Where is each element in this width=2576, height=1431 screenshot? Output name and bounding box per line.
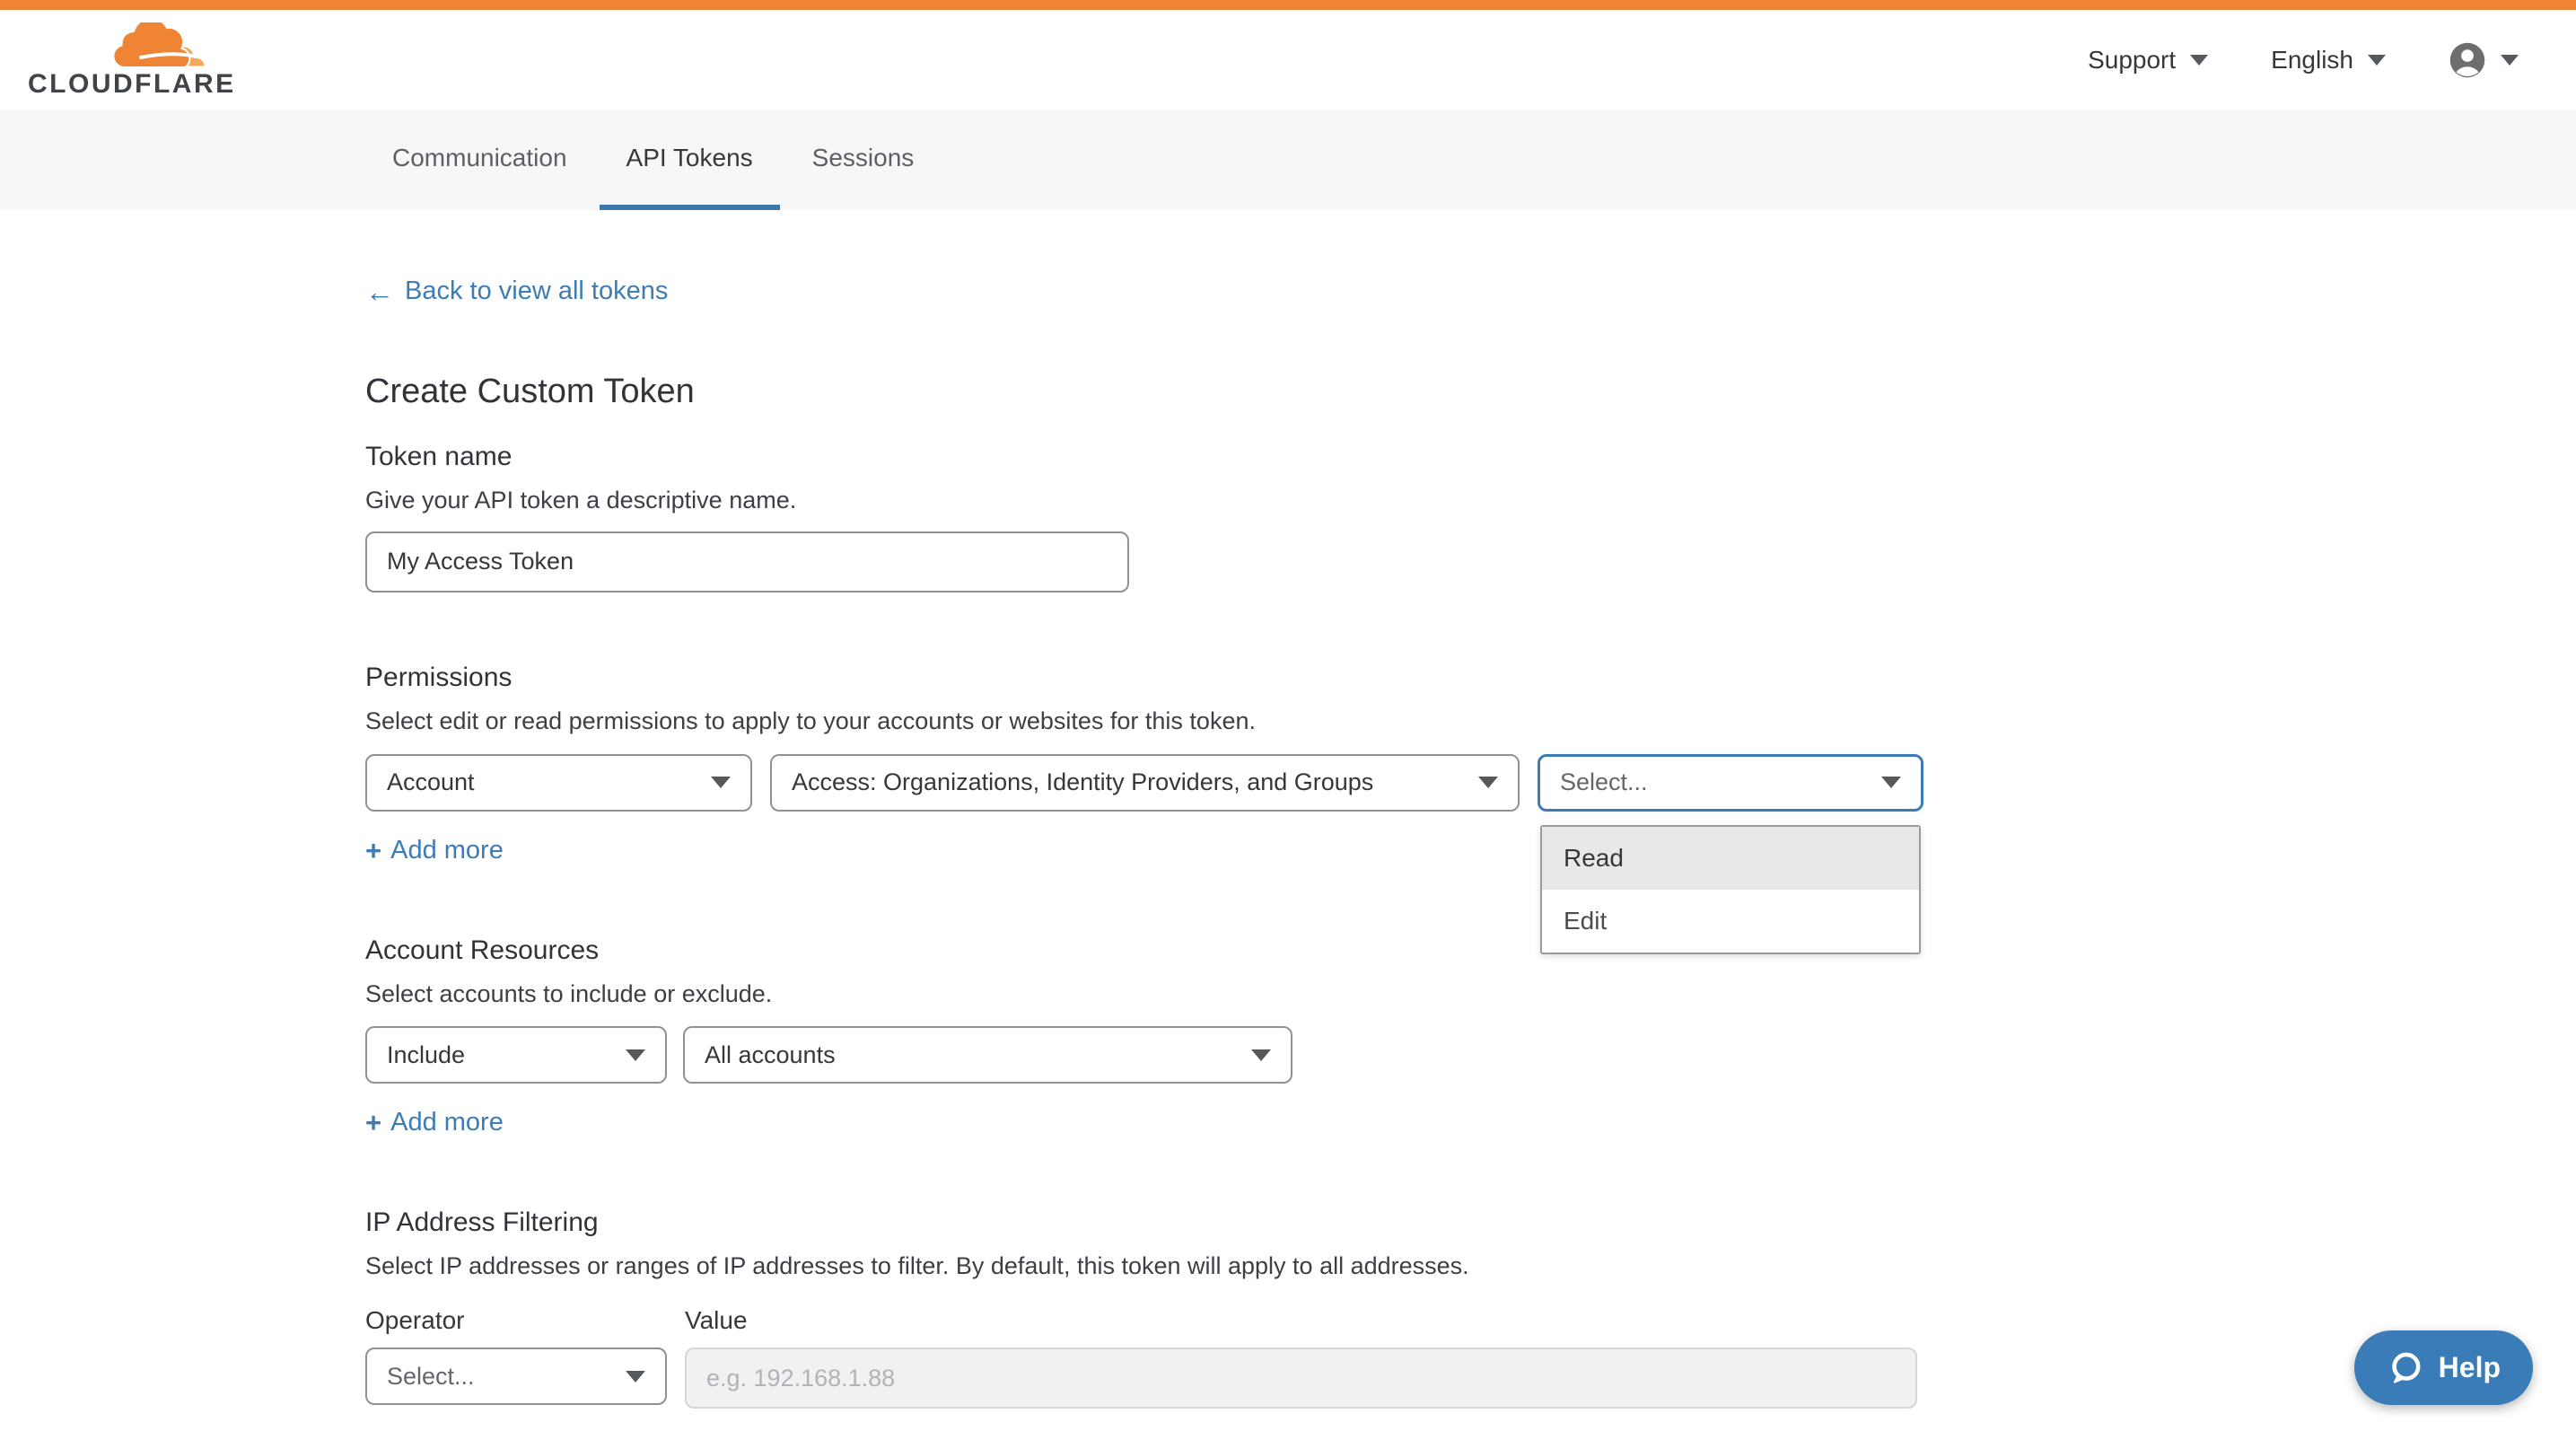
language-menu-label: English [2271, 46, 2353, 74]
permission-access-select[interactable] [1538, 754, 1923, 935]
tab-communication[interactable] [365, 110, 594, 210]
permission-access-menu [1540, 825, 1921, 954]
ip-operator-select[interactable] [365, 1348, 667, 1405]
account-resources-section [365, 935, 2298, 1138]
page-title: Create Custom Token [365, 373, 695, 410]
token-name-heading: Token name [365, 442, 513, 471]
support-menu[interactable] [2088, 46, 2208, 75]
chevron-down-icon [2501, 55, 2519, 66]
back-link-label: Back to view all tokens [405, 277, 669, 305]
cloudflare-cloud-icon [114, 22, 207, 69]
menu-item-read-label: Read [1564, 843, 1624, 872]
back-link[interactable] [365, 277, 668, 306]
tab-communication-label: Communication [392, 143, 567, 171]
chevron-down-icon [2368, 55, 2386, 66]
operator-label: Operator [365, 1306, 465, 1334]
permission-access-placeholder: Select... [1560, 768, 1648, 795]
value-label: Value [685, 1306, 748, 1334]
menu-item-read[interactable] [1542, 827, 1919, 890]
tab-api-tokens-label: API Tokens [626, 143, 753, 171]
permissions-section [365, 662, 2298, 935]
menu-item-edit[interactable] [1542, 890, 1919, 953]
cloudflare-logo[interactable] [28, 22, 236, 99]
help-button-label: Help [2438, 1351, 2501, 1383]
accent-bar [0, 0, 2576, 10]
resource-accounts-select[interactable] [683, 1026, 1292, 1084]
support-menu-label: Support [2088, 46, 2177, 74]
tab-sessions[interactable] [785, 110, 942, 210]
token-name-input[interactable] [365, 531, 1129, 593]
tab-api-tokens[interactable] [600, 110, 780, 210]
chevron-down-icon [626, 1371, 645, 1383]
tab-bar [0, 110, 2576, 210]
permissions-description: Select edit or read permissions to apply to your accounts or websites for this token. [365, 707, 1256, 734]
language-menu[interactable] [2271, 46, 2386, 75]
resource-mode-value: Include [387, 1040, 466, 1068]
tab-sessions-label: Sessions [811, 143, 915, 171]
ip-filtering-heading: IP Address Filtering [365, 1207, 599, 1238]
cloudflare-wordmark: CLOUDFLARE [28, 69, 236, 99]
resource-accounts-value: All accounts [705, 1040, 836, 1068]
chevron-down-icon [2190, 55, 2208, 66]
account-resources-heading: Account Resources [365, 935, 600, 965]
permission-scope-select[interactable] [365, 754, 752, 812]
permissions-add-more-link[interactable] [365, 836, 504, 865]
menu-item-edit-label: Edit [1564, 906, 1608, 935]
permissions-heading: Permissions [365, 662, 513, 692]
plus-icon: + [365, 1107, 382, 1139]
chevron-down-icon [711, 777, 731, 788]
ip-value-input[interactable] [685, 1348, 1917, 1409]
user-avatar-icon [2449, 41, 2486, 79]
chevron-down-icon [1251, 1049, 1271, 1061]
ip-filtering-section [365, 1207, 2298, 1409]
help-button[interactable] [2354, 1330, 2533, 1405]
ip-filtering-description: Select IP addresses or ranges of IP addresses to filter. By default, this token will apply to all addresses. [365, 1252, 1469, 1280]
chevron-down-icon [626, 1049, 645, 1061]
chevron-down-icon [1881, 777, 1901, 788]
back-arrow-icon: ← [365, 275, 394, 308]
resource-mode-select[interactable] [365, 1026, 667, 1084]
account-menu[interactable] [2449, 41, 2519, 79]
account-resources-add-more-link[interactable] [365, 1108, 504, 1137]
main-content [0, 210, 2298, 1409]
permission-group-value: Access: Organizations, Identity Providers, and Groups [792, 768, 1374, 795]
token-name-description: Give your API token a descriptive name. [365, 487, 797, 514]
token-name-section [365, 442, 2298, 593]
chat-bubble-icon [2387, 1349, 2424, 1387]
account-resources-description: Select accounts to include or exclude. [365, 979, 773, 1007]
ip-operator-placeholder: Select... [387, 1362, 475, 1390]
plus-icon: + [365, 834, 382, 866]
permission-scope-value: Account [387, 768, 475, 795]
permissions-add-more-label: Add more [390, 835, 504, 865]
app-header [0, 10, 2576, 110]
account-resources-add-more-label: Add more [390, 1108, 504, 1137]
chevron-down-icon [1478, 777, 1498, 788]
permission-group-select[interactable] [770, 754, 1520, 812]
